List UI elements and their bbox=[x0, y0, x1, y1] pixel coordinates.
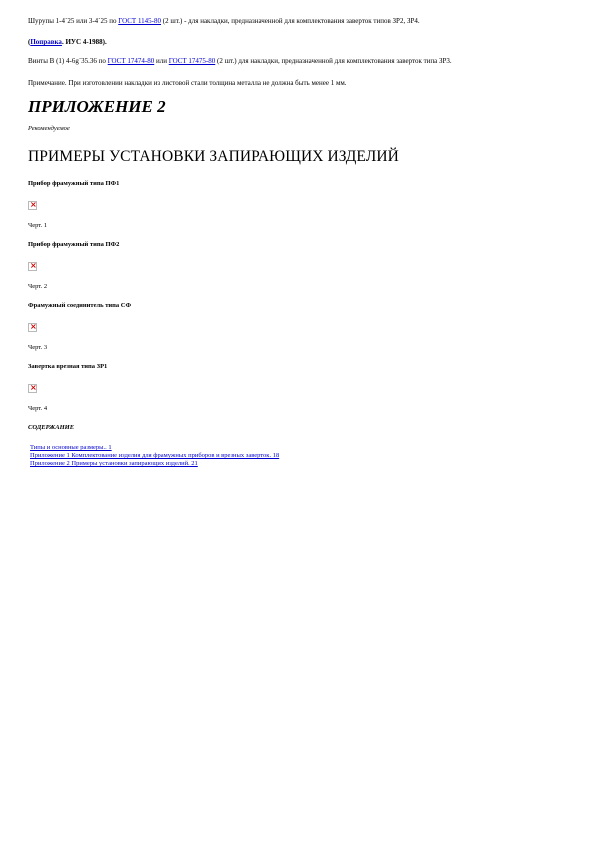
figure-block-4 bbox=[28, 363, 558, 413]
amendment-link[interactable]: Поправка bbox=[30, 38, 62, 46]
gost-17474-80-link[interactable]: ГОСТ 17474-80 bbox=[107, 57, 155, 65]
paragraph-screws bbox=[28, 17, 558, 26]
chart-label: Черт. 2 bbox=[28, 283, 48, 290]
broken-image-icon: × bbox=[30, 261, 37, 270]
toc-link-appendix-2[interactable]: Приложение 2 Примеры установки запирающих изделий. 21 bbox=[30, 460, 198, 467]
appendix-subtitle: Рекомендуемое bbox=[28, 125, 70, 132]
broken-image-icon: × bbox=[30, 200, 37, 209]
section-title: ПРИМЕРЫ УСТАНОВКИ ЗАПИРАЮЩИХ ИЗДЕЛИЙ bbox=[28, 148, 399, 165]
chart-label: Черт. 1 bbox=[28, 222, 48, 229]
paragraph-bolts bbox=[28, 57, 558, 66]
figure-block-3 bbox=[28, 302, 558, 352]
paragraph-text: . ИУС 4-1988). bbox=[61, 38, 107, 46]
toc-title: СОДЕРЖАНИЕ bbox=[28, 424, 75, 431]
gost-1145-80-link[interactable]: ГОСТ 1145-80 bbox=[118, 17, 162, 25]
broken-image-icon: × bbox=[30, 322, 37, 331]
paragraph-text: (2 шт.) - для накладки, предназначенной для комплектования заверток типов ЗР2, ЗР4. bbox=[161, 17, 420, 25]
chart-label: Черт. 4 bbox=[28, 405, 48, 412]
toc-link-types[interactable]: Типы и основные размеры.. 1 bbox=[30, 444, 112, 451]
figure-caption: Прибор фрамужный типа ПФ2 bbox=[28, 241, 120, 248]
figure-block-1 bbox=[28, 180, 558, 230]
toc-link-appendix-1[interactable]: Приложение 1 Комплектование изделия для фрамужных приборов и врезных заверток. 18 bbox=[30, 452, 280, 459]
broken-image-icon: × bbox=[30, 383, 37, 392]
paragraph-text: или bbox=[154, 57, 169, 65]
paragraph-text: ( bbox=[28, 38, 31, 46]
figure-caption: Завертка врезная типа ЗР1 bbox=[28, 363, 108, 370]
paragraph-text: (2 шт.) для накладки, предназначенной для комплектования заверток типа ЗР3. bbox=[215, 57, 452, 65]
paragraph-text: Шурупы 1-4´25 или 3-4´25 по bbox=[28, 17, 119, 25]
appendix-title: ПРИЛОЖЕНИЕ 2 bbox=[28, 97, 166, 116]
gost-17475-80-link[interactable]: ГОСТ 17475-80 bbox=[168, 57, 216, 65]
chart-label: Черт. 3 bbox=[28, 344, 48, 351]
paragraph-text: Винты В (1) 4-6g´35.36 по bbox=[28, 57, 108, 65]
table-of-contents bbox=[30, 444, 558, 468]
figure-block-2 bbox=[28, 241, 558, 291]
document-page bbox=[28, 17, 558, 468]
paragraph-note: Примечание. При изготовлении накладки из листовой стали толщина металла не должна быть менее 1 мм. bbox=[28, 79, 347, 87]
figure-caption: Фрамужный соединитель типа СФ bbox=[28, 302, 132, 309]
paragraph-amendment bbox=[28, 38, 558, 47]
figure-caption: Прибор фрамужный типа ПФ1 bbox=[28, 180, 120, 187]
